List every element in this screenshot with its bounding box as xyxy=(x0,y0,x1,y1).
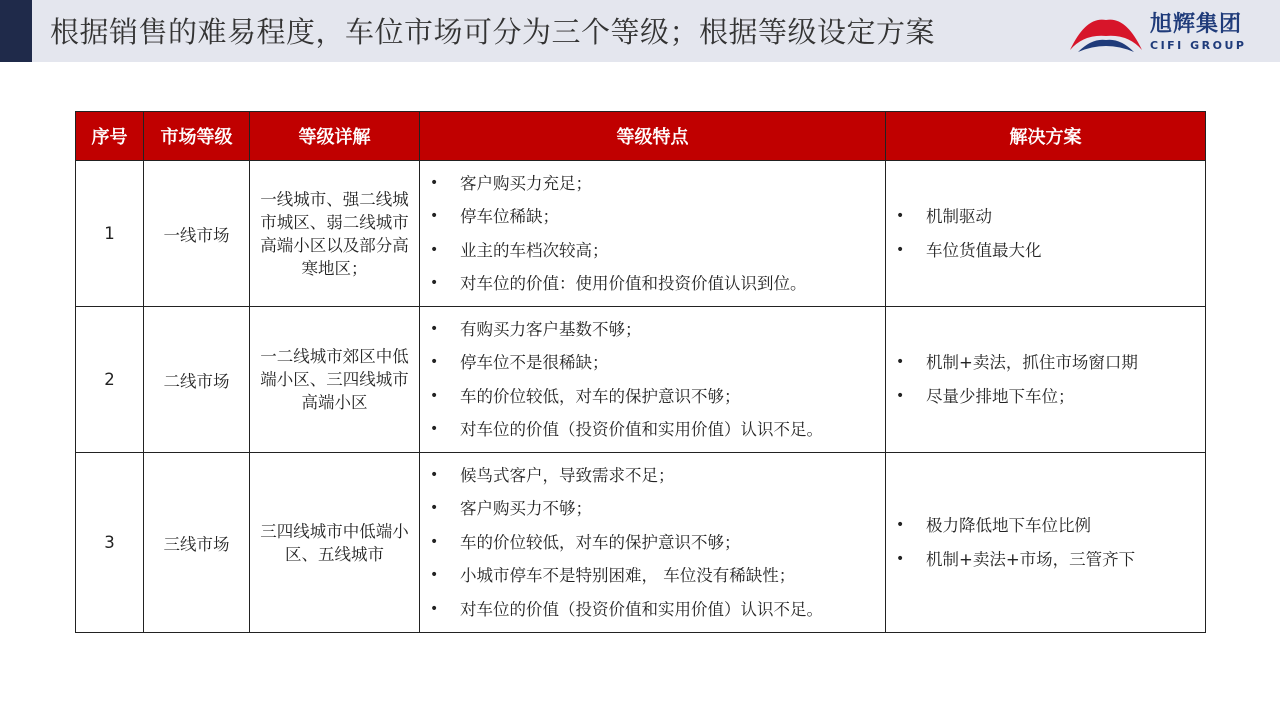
header-level: 市场等级 xyxy=(144,112,250,161)
header-detail: 等级详解 xyxy=(250,112,420,161)
row-level: 二线市场 xyxy=(144,307,250,453)
feature-item: • 客户购买力充足； xyxy=(428,167,877,201)
cifi-logo-icon xyxy=(1068,12,1144,54)
table-header-row xyxy=(76,112,1206,161)
market-grade-table xyxy=(75,111,1206,633)
row-num: 1 xyxy=(76,161,144,307)
row-level: 三线市场 xyxy=(144,453,250,633)
solution-item: • 机制驱动 xyxy=(894,200,1197,234)
row-num: 2 xyxy=(76,307,144,453)
feature-item: • 车的价位较低，对车的保护意识不够； xyxy=(428,380,877,414)
row-detail: 一线城市、强二线城市城区、弱二线城市高端小区以及部分高寒地区； xyxy=(250,161,420,307)
solution-item: • 车位货值最大化 xyxy=(894,234,1197,268)
table-row xyxy=(76,307,1206,453)
row-num: 3 xyxy=(76,453,144,633)
solution-item: • 机制+卖法+市场，三管齐下 xyxy=(894,543,1197,577)
header-features: 等级特点 xyxy=(420,112,886,161)
feature-item: • 停车位不是很稀缺； xyxy=(428,346,877,380)
feature-item: • 对车位的价值（投资价值和实用价值）认识不足。 xyxy=(428,593,877,627)
solution-item: • 尽量少排地下车位； xyxy=(894,380,1197,414)
solution-item: • 极力降低地下车位比例 xyxy=(894,509,1197,543)
feature-item: • 客户购买力不够； xyxy=(428,492,877,526)
row-features xyxy=(420,453,886,633)
row-features xyxy=(420,161,886,307)
feature-item: • 有购买力客户基数不够； xyxy=(428,313,877,347)
logo-name-en: CIFI GROUP xyxy=(1150,39,1247,52)
table-row xyxy=(76,161,1206,307)
feature-item: • 对车位的价值（投资价值和实用价值）认识不足。 xyxy=(428,413,877,447)
row-solutions xyxy=(886,161,1206,307)
row-solutions xyxy=(886,307,1206,453)
header-solutions: 解决方案 xyxy=(886,112,1206,161)
solution-item: • 机制+卖法，抓住市场窗口期 xyxy=(894,346,1197,380)
feature-item: • 车的价位较低，对车的保护意识不够； xyxy=(428,526,877,560)
feature-item: • 停车位稀缺； xyxy=(428,200,877,234)
row-detail: 三四线城市中低端小区、五线城市 xyxy=(250,453,420,633)
header-num: 序号 xyxy=(76,112,144,161)
feature-item: • 对车位的价值：使用价值和投资价值认识到位。 xyxy=(428,267,877,301)
row-solutions xyxy=(886,453,1206,633)
feature-item: • 小城市停车不是特别困难， 车位没有稀缺性； xyxy=(428,559,877,593)
feature-item: • 业主的车档次较高； xyxy=(428,234,877,268)
company-logo xyxy=(1068,12,1264,56)
row-detail: 一二线城市郊区中低端小区、三四线城市高端小区 xyxy=(250,307,420,453)
row-features xyxy=(420,307,886,453)
header-accent xyxy=(0,0,32,62)
feature-item: • 候鸟式客户，导致需求不足； xyxy=(428,459,877,493)
slide-title: 根据销售的难易程度，车位市场可分为三个等级；根据等级设定方案 xyxy=(50,15,936,49)
row-level: 一线市场 xyxy=(144,161,250,307)
table-row xyxy=(76,453,1206,633)
logo-name-cn: 旭辉集团 xyxy=(1150,12,1243,37)
